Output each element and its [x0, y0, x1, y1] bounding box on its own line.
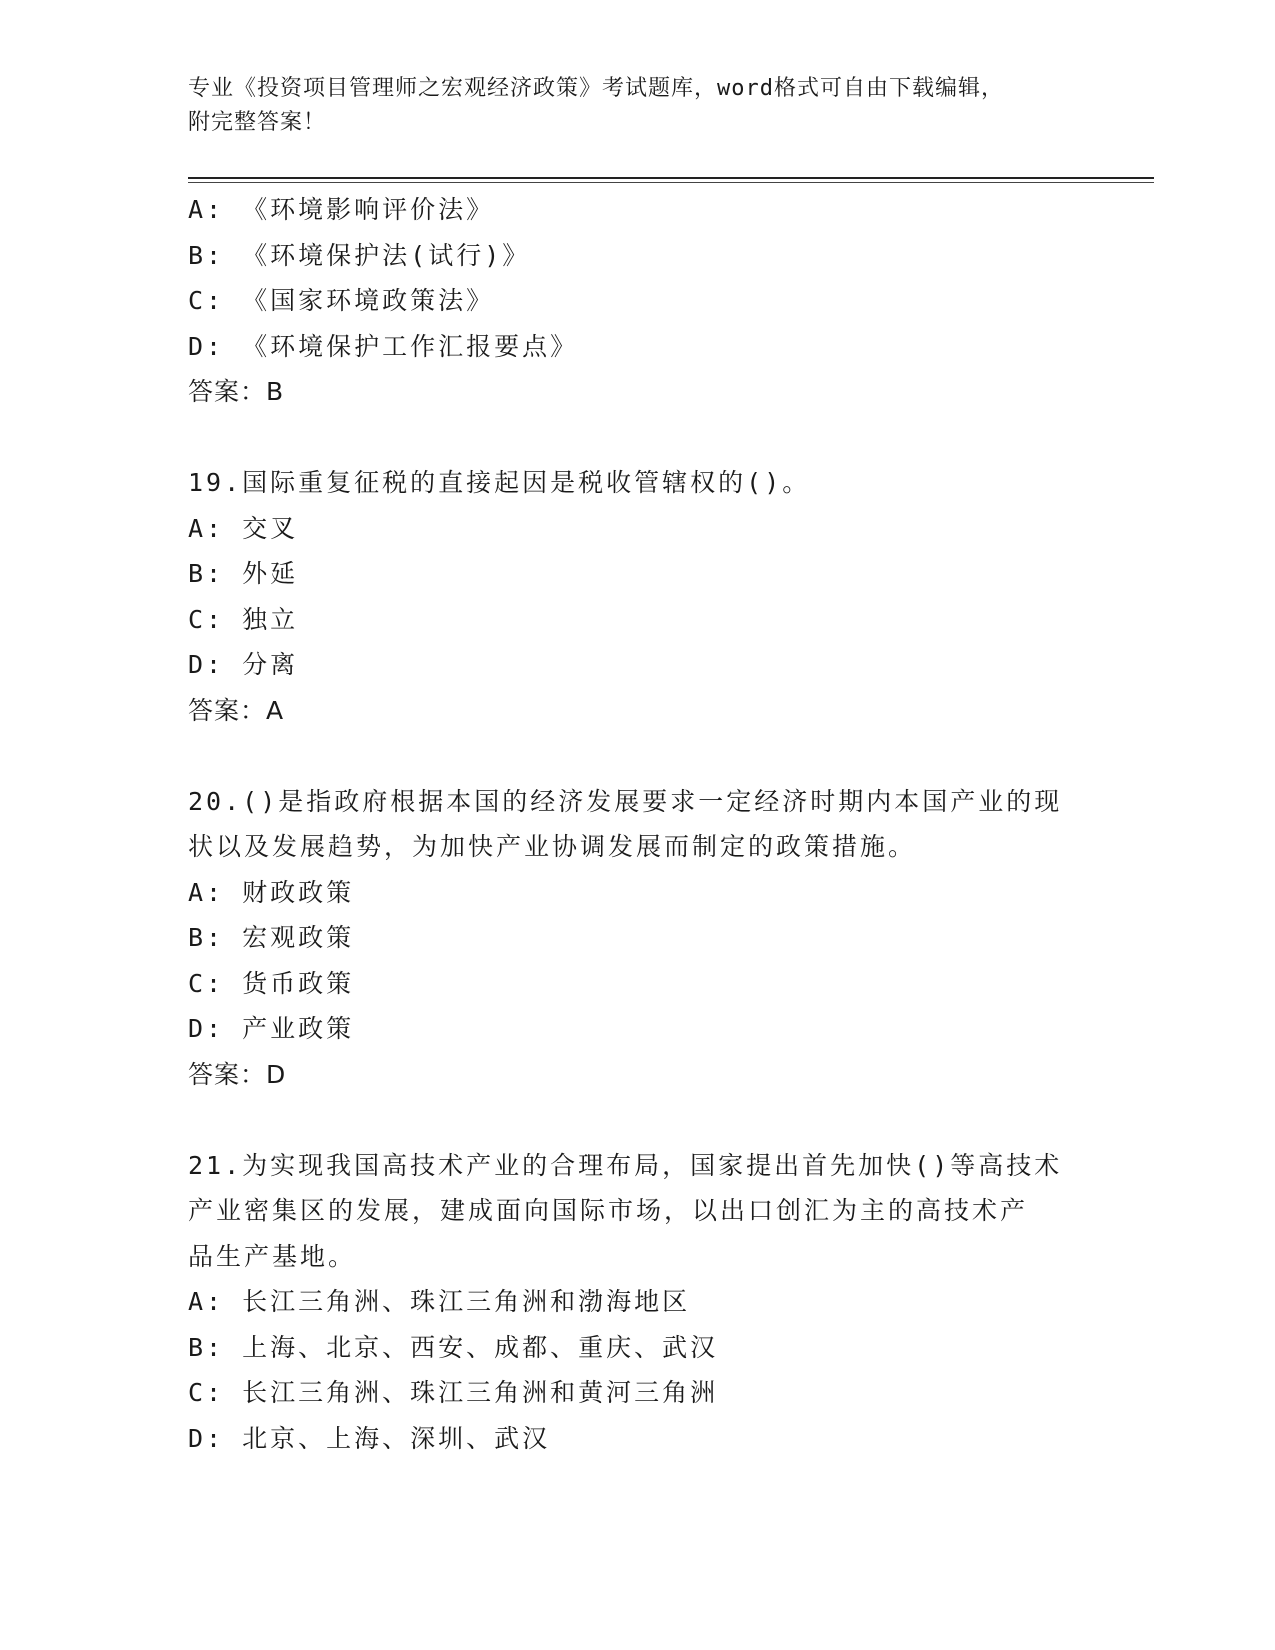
- option-d: D: 产业政策: [188, 1014, 355, 1043]
- question-stem: 20.()是指政府根据本国的经济发展要求一定经济时期内本国产业的现: [188, 786, 1063, 816]
- option-b: B: 《环境保护法(试行)》: [188, 240, 531, 270]
- header-divider-thin: [188, 182, 1154, 183]
- option-d: D: 北京、上海、深圳、武汉: [188, 1423, 551, 1453]
- option-c: C: 货币政策: [188, 968, 355, 998]
- question-stem: 产业密集区的发展，建成面向国际市场，以出口创汇为主的高技术产: [188, 1196, 1029, 1225]
- option-c: C: 长江三角洲、珠江三角洲和黄河三角洲: [188, 1378, 719, 1407]
- option-b: B: 上海、北京、西安、成都、重庆、武汉: [188, 1332, 719, 1362]
- option-a: A: 长江三角洲、珠江三角洲和渤海地区: [188, 1287, 691, 1316]
- question-19: [188, 460, 1088, 733]
- option-a: A: 交叉: [188, 513, 299, 543]
- spacer: [188, 1097, 1088, 1143]
- option-a: A: 财政政策: [188, 877, 355, 907]
- question-stem: 21.为实现我国高技术产业的合理布局，国家提出首先加快()等高技术: [188, 1150, 1063, 1180]
- question-21: [188, 1143, 1088, 1462]
- answer-line: 答案：D: [188, 1059, 287, 1089]
- header-divider-thick: [188, 177, 1154, 179]
- question-stem: 品生产基地。: [188, 1241, 357, 1271]
- question-18: [188, 187, 1088, 415]
- header-line-1: 专业《投资项目管理师之宏观经济政策》考试题库，word格式可自由下载编辑，: [188, 76, 1004, 101]
- question-stem: 19.国际重复征税的直接起因是税收管辖权的()。: [188, 468, 811, 497]
- option-d: D: 分离: [188, 650, 299, 679]
- document-header: [188, 72, 1068, 140]
- option-d: D: 《环境保护工作汇报要点》: [188, 331, 579, 361]
- answer-line: 答案：B: [188, 377, 285, 406]
- question-list: [188, 187, 1088, 1461]
- spacer: [188, 415, 1088, 461]
- option-c: C: 《国家环境政策法》: [188, 286, 495, 315]
- option-b: B: 外延: [188, 559, 299, 588]
- spacer: [188, 733, 1088, 779]
- answer-line: 答案：A: [188, 695, 285, 725]
- option-b: B: 宏观政策: [188, 923, 355, 952]
- question-20: [188, 779, 1088, 1098]
- option-a: A: 《环境影响评价法》: [188, 195, 495, 224]
- option-c: C: 独立: [188, 604, 299, 634]
- question-stem: 状以及发展趋势，为加快产业协调发展而制定的政策措施。: [188, 832, 917, 861]
- header-line-2: 附完整答案！: [188, 110, 327, 135]
